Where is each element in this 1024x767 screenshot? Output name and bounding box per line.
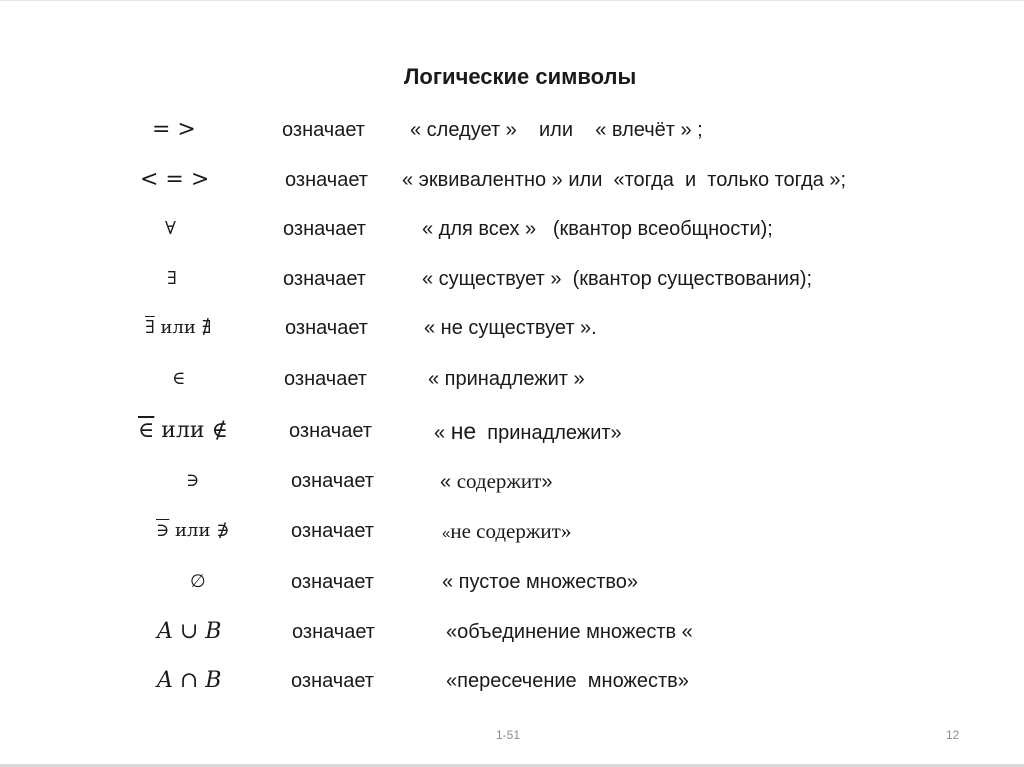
symbol-row — [0, 214, 1024, 246]
symbol: ∃ — [167, 268, 177, 289]
symbol: ∈ — [172, 368, 186, 389]
description-prefix: « — [442, 525, 451, 542]
negated-contains-symbol: ∋ — [156, 520, 170, 541]
symbol-description — [440, 466, 552, 497]
not-element-of-symbol: ∉ — [211, 418, 228, 443]
symbol — [138, 416, 228, 446]
description-emphasis: не содержит — [450, 519, 561, 543]
symbol-row — [0, 416, 1024, 448]
symbol — [156, 516, 230, 546]
symbol-description: « принадлежит » — [428, 368, 585, 390]
description-rest: принадлежит» — [476, 422, 622, 444]
symbol-description: « существует » (квантор существования); — [422, 268, 813, 290]
symbol — [145, 313, 211, 343]
symbol-row — [0, 364, 1024, 396]
symbol: ∋ — [186, 470, 200, 491]
means-label: означает — [285, 169, 368, 191]
symbol: ∀ — [165, 218, 176, 239]
not-exists-symbol: ∄ — [201, 317, 212, 338]
symbol-row — [0, 516, 1024, 548]
symbol-joiner: или — [154, 418, 212, 443]
description-prefix: « — [434, 422, 451, 444]
slide-title: Логические символы — [404, 64, 637, 89]
symbol-joiner: или — [169, 520, 217, 541]
description-prefix: « — [440, 471, 457, 493]
symbol-description: « пустое множество» — [442, 571, 639, 593]
symbol: ∅ — [190, 571, 206, 592]
means-label: означает — [292, 621, 375, 643]
symbol-description: «пересечение множеств» — [446, 670, 689, 692]
symbol: A ∩ B — [157, 668, 222, 693]
negated-exists-symbol: ∃ — [145, 317, 155, 338]
slide-page-number: 12 — [946, 728, 960, 742]
means-label: означает — [289, 420, 372, 442]
symbol-row — [0, 115, 1024, 147]
description-rest: » — [541, 471, 553, 493]
symbol-row — [0, 666, 1024, 698]
means-label: означает — [291, 670, 374, 692]
means-label: означает — [291, 571, 374, 593]
description-rest: » — [560, 519, 572, 543]
means-label: означает — [291, 520, 374, 542]
means-label: означает — [291, 470, 374, 492]
means-label: означает — [283, 218, 366, 240]
symbol-description: « эквивалентно » или «тогда и только тогда »; — [402, 169, 847, 191]
means-label: означает — [283, 268, 366, 290]
slide-top-border — [0, 0, 1024, 1]
symbol-row — [0, 313, 1024, 345]
means-label: означает — [282, 119, 365, 141]
symbol: = > — [152, 117, 196, 142]
means-label: означает — [284, 368, 367, 390]
negated-element-of-symbol: ∈ — [138, 418, 155, 443]
not-contains-symbol: ∌ — [216, 520, 230, 541]
symbol-row — [0, 617, 1024, 649]
description-emphasis: не — [450, 418, 477, 444]
symbol-row — [0, 466, 1024, 498]
symbol-description: « следует » или « влечёт » ; — [410, 119, 703, 141]
symbol-description: «объединение множеств « — [446, 621, 693, 643]
description-emphasis: содержит — [456, 469, 542, 493]
symbol-description — [442, 516, 571, 549]
symbol-description — [434, 416, 622, 448]
symbol-description: « для всех » (квантор всеобщности); — [422, 218, 773, 240]
symbol: A ∪ B — [157, 619, 222, 644]
symbol-description: « не существует ». — [424, 317, 597, 339]
symbol-row — [0, 165, 1024, 197]
symbol-row — [0, 567, 1024, 599]
symbol-row — [0, 264, 1024, 296]
symbol: < = > — [140, 167, 210, 192]
means-label: означает — [285, 317, 368, 339]
slide-footer-text: 1-51 — [496, 728, 521, 742]
symbol-joiner: или — [154, 317, 202, 338]
